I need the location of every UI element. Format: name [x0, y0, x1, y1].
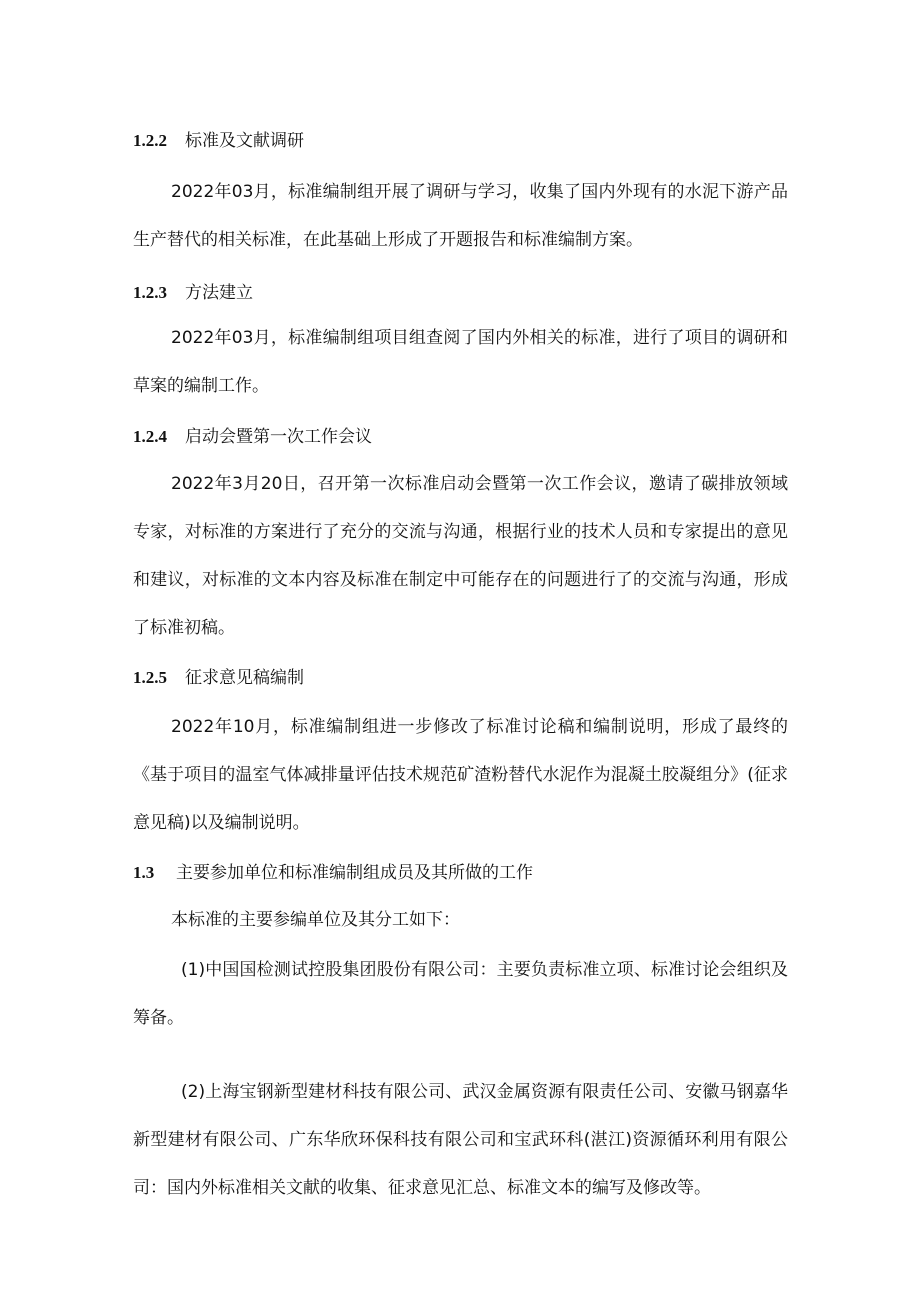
section-number: 1.3 [133, 863, 155, 882]
section-title: 方法建立 [185, 283, 253, 303]
section-number: 1.2.4 [133, 427, 167, 446]
section-heading-1-2-5 [133, 666, 304, 690]
paragraph: 本标准的主要参编单位及其分工如下： [171, 910, 460, 930]
section-number: 1.2.5 [133, 668, 167, 687]
paragraph: 2022年03月，标准编制组项目组查阅了国内外相关的标准，进行了项目的调研和草案的编制工作。 [133, 328, 788, 396]
section-number: 1.2.3 [133, 283, 167, 302]
paragraph: (2)上海宝钢新型建材科技有限公司、武汉金属资源有限责任公司、安徽马钢嘉华新型建材有限公司、广东华欣环保科技有限公司和宝武环科(湛江)资源循环利用有限公司：国内外标准相关文献的收集、征求意见汇总、标准文本的编写及修改等。 [133, 1082, 788, 1198]
section-heading-1-2-4 [133, 425, 372, 449]
section-heading-1-3 [133, 861, 533, 885]
paragraph: 2022年10月，标准编制组进一步修改了标准讨论稿和编制说明，形成了最终的《基于项目的温室气体减排量评估技术规范矿渣粉替代水泥作为混凝土胶凝组分》(征求意见稿)以及编制说明。 [133, 717, 788, 833]
section-title: 标准及文献调研 [185, 131, 304, 151]
section-title: 征求意见稿编制 [185, 668, 304, 688]
section-title: 启动会暨第一次工作会议 [185, 427, 372, 447]
paragraph: 2022年03月，标准编制组开展了调研与学习，收集了国内外现有的水泥下游产品生产替代的相关标准，在此基础上形成了开题报告和标准编制方案。 [133, 182, 788, 250]
paragraph: (1)中国国检测试控股集团股份有限公司：主要负责标准立项、标准讨论会组织及筹备。 [133, 960, 788, 1028]
section-heading-1-2-2 [133, 129, 304, 153]
section-title: 主要参加单位和标准编制组成员及其所做的工作 [176, 863, 533, 883]
section-heading-1-2-3 [133, 281, 253, 305]
paragraph: 2022年3月20日，召开第一次标准启动会暨第一次工作会议，邀请了碳排放领域专家，对标准的方案进行了充分的交流与沟通，根据行业的技术人员和专家提出的意见和建议，对标准的文本内容及标准在制定中可能存在的问题进行了的交流与沟通，形成了标准初稿。 [133, 474, 788, 638]
section-number: 1.2.2 [133, 131, 167, 150]
